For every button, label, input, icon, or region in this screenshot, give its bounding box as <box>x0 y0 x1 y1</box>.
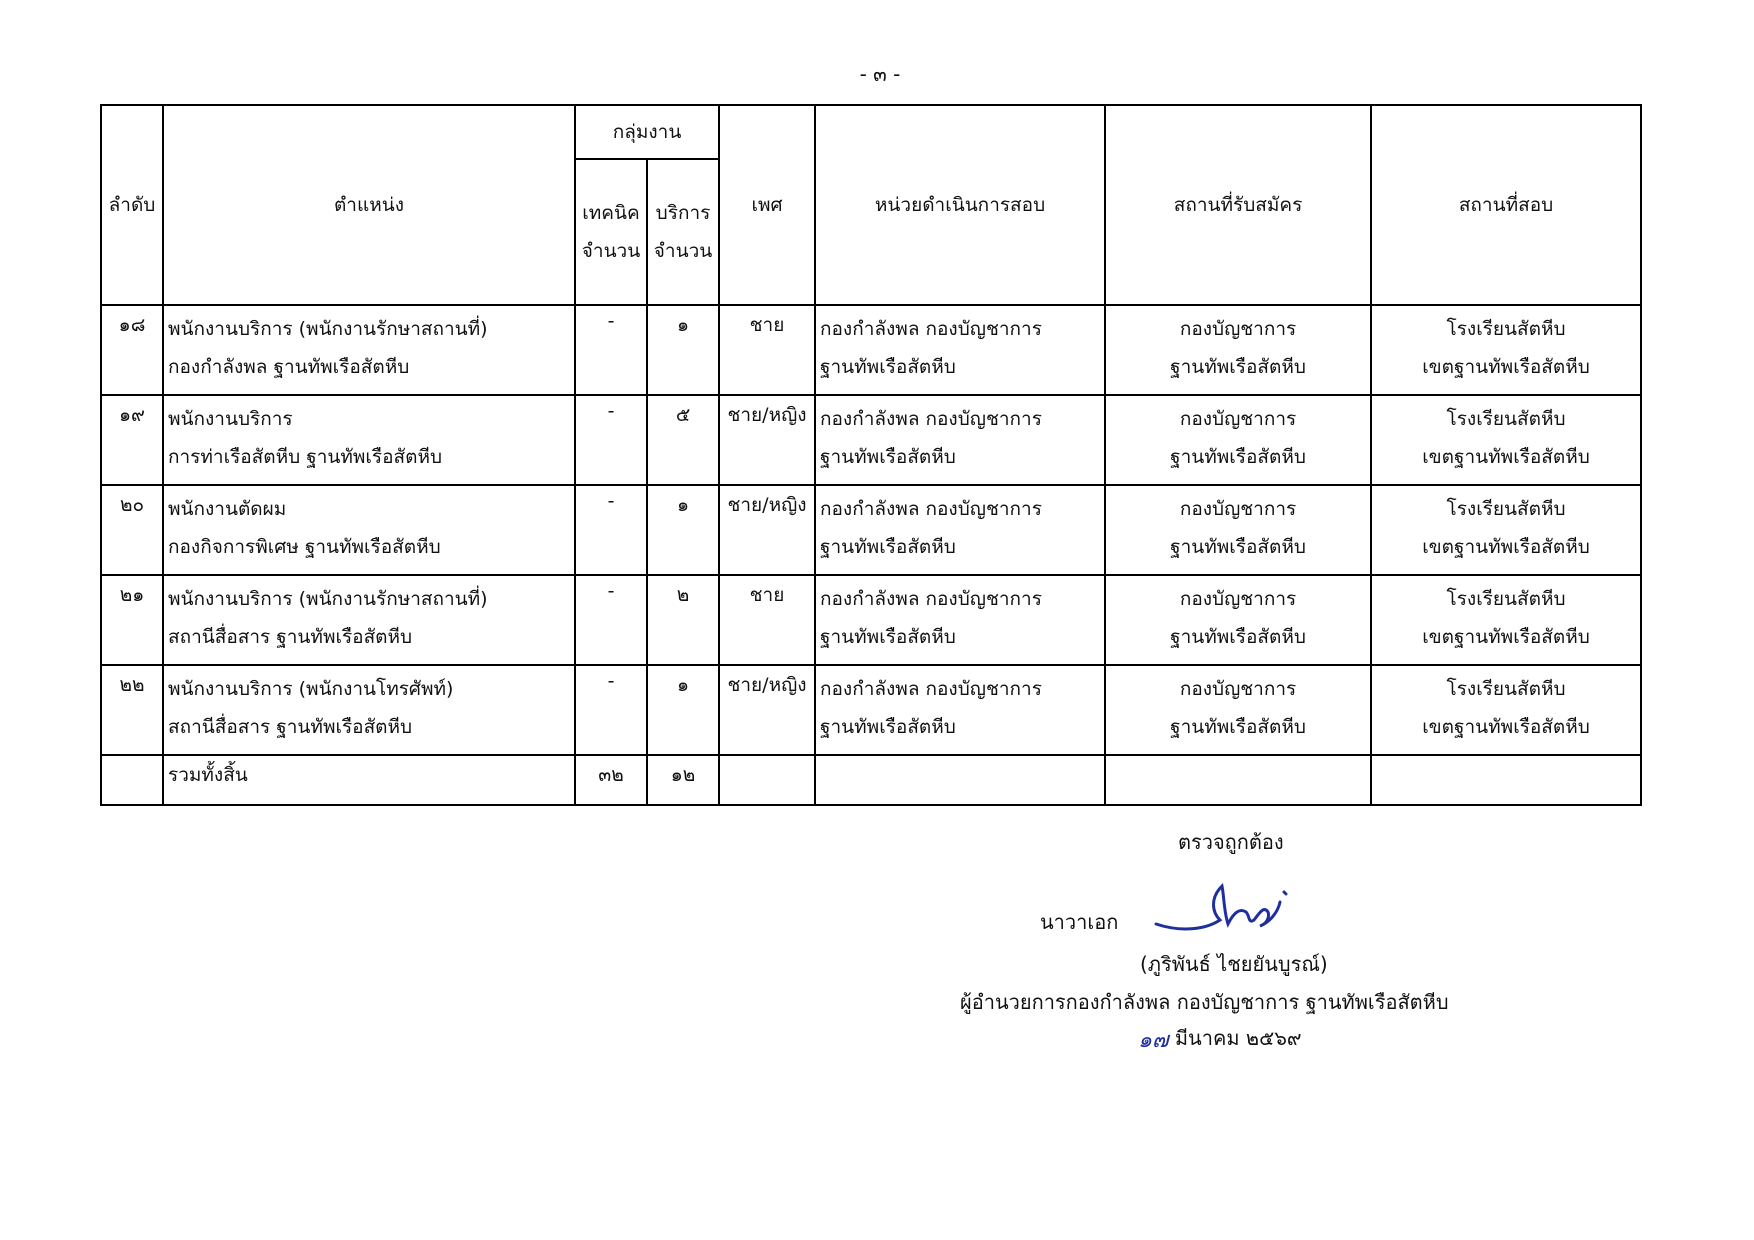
row-application-place <box>1105 575 1371 665</box>
header-service <box>647 159 719 305</box>
application-place-line: กองบัญชาการ <box>1179 498 1297 520</box>
header-technical-count: จำนวน <box>581 240 641 262</box>
row-exam-unit <box>815 485 1105 575</box>
header-technical-label: เทคนิค <box>582 202 640 224</box>
exam-place-line: เขตฐานทัพเรือสัตหีบ <box>1422 536 1590 558</box>
application-place-line: ฐานทัพเรือสัตหีบ <box>1170 626 1306 648</box>
exam-place-line: โรงเรียนสัตหีบ <box>1446 498 1566 520</box>
row-gender: ชาย/หญิง <box>719 395 815 485</box>
header-technical <box>575 159 647 305</box>
row-technical-count: - <box>575 485 647 575</box>
application-place-line: กองบัญชาการ <box>1179 588 1297 610</box>
table-row <box>101 665 1641 755</box>
row-technical-count: - <box>575 305 647 395</box>
signatory-name: (ภูริพันธ์ ไชยยันบูรณ์) <box>1140 952 1328 976</box>
application-place-line: ฐานทัพเรือสัตหีบ <box>1170 446 1306 468</box>
header-service-count: จำนวน <box>653 240 713 262</box>
row-position <box>163 395 575 485</box>
row-exam-unit <box>815 305 1105 395</box>
exam-unit-line: กองกำลังพล กองบัญชาการ <box>820 408 1042 430</box>
row-service-count: ๕ <box>647 395 719 485</box>
header-gender: เพศ <box>719 105 815 305</box>
row-exam-unit <box>815 575 1105 665</box>
total-technical-count: ๓๒ <box>575 755 647 805</box>
row-application-place <box>1105 395 1371 485</box>
application-place-line: กองบัญชาการ <box>1179 408 1297 430</box>
row-application-place <box>1105 665 1371 755</box>
exam-place-line: เขตฐานทัพเรือสัตหีบ <box>1422 446 1590 468</box>
exam-unit-line: ฐานทัพเรือสัตหีบ <box>820 716 956 738</box>
exam-unit-line: ฐานทัพเรือสัตหีบ <box>820 626 956 648</box>
position-line: พนักงานตัดผม <box>168 498 287 520</box>
total-order-empty <box>101 755 163 805</box>
handwritten-day: ๑๗ <box>1138 1028 1169 1053</box>
row-position <box>163 575 575 665</box>
signatory-rank: นาวาเอก <box>1040 910 1119 934</box>
table-row <box>101 575 1641 665</box>
table-row <box>101 395 1641 485</box>
row-technical-count: - <box>575 575 647 665</box>
exam-unit-line: กองกำลังพล กองบัญชาการ <box>820 318 1042 340</box>
position-line: พนักงานบริการ (พนักงานรักษาสถานที่) <box>168 318 488 340</box>
header-service-label: บริการ <box>655 202 711 224</box>
header-order: ลำดับ <box>101 105 163 305</box>
signature-date <box>1138 1022 1302 1057</box>
total-exam-unit-empty <box>815 755 1105 805</box>
exam-place-line: เขตฐานทัพเรือสัตหีบ <box>1422 716 1590 738</box>
application-place-line: กองบัญชาการ <box>1179 318 1297 340</box>
header-application-place: สถานที่รับสมัคร <box>1105 105 1371 305</box>
signatory-title: ผู้อำนวยการกองกำลังพล กองบัญชาการ ฐานทัพเรือสัตหีบ <box>960 990 1449 1014</box>
row-position <box>163 665 575 755</box>
exam-place-line: โรงเรียนสัตหีบ <box>1446 408 1566 430</box>
row-application-place <box>1105 485 1371 575</box>
row-order: ๑๙ <box>101 395 163 485</box>
total-service-count: ๑๒ <box>647 755 719 805</box>
header-exam-unit: หน่วยดำเนินการสอบ <box>815 105 1105 305</box>
table-row <box>101 305 1641 395</box>
recruitment-table <box>100 104 1642 806</box>
exam-unit-line: ฐานทัพเรือสัตหีบ <box>820 446 956 468</box>
row-exam-place <box>1371 305 1641 395</box>
position-line: พนักงานบริการ <box>168 408 293 430</box>
total-application-place-empty <box>1105 755 1371 805</box>
position-line: สถานีสื่อสาร ฐานทัพเรือสัตหีบ <box>168 626 413 648</box>
row-position <box>163 305 575 395</box>
row-exam-place <box>1371 485 1641 575</box>
row-position <box>163 485 575 575</box>
page-number: - ๓ - <box>859 62 901 86</box>
total-row <box>101 755 1641 805</box>
position-line: การท่าเรือสัตหีบ ฐานทัพเรือสัตหีบ <box>168 446 443 468</box>
row-order: ๑๘ <box>101 305 163 395</box>
certified-text: ตรวจถูกต้อง <box>1178 830 1284 854</box>
printed-date: มีนาคม ๒๕๖๙ <box>1174 1026 1302 1050</box>
row-application-place <box>1105 305 1371 395</box>
table-row <box>101 485 1641 575</box>
row-technical-count: - <box>575 395 647 485</box>
position-line: พนักงานบริการ (พนักงานโทรศัพท์) <box>168 678 454 700</box>
row-service-count: ๑ <box>647 665 719 755</box>
position-line: กองกำลังพล ฐานทัพเรือสัตหีบ <box>168 356 410 378</box>
exam-place-line: โรงเรียนสัตหีบ <box>1446 678 1566 700</box>
exam-unit-line: ฐานทัพเรือสัตหีบ <box>820 356 956 378</box>
position-line: สถานีสื่อสาร ฐานทัพเรือสัตหีบ <box>168 716 413 738</box>
row-exam-place <box>1371 395 1641 485</box>
total-label: รวมทั้งสิ้น <box>163 755 575 805</box>
application-place-line: ฐานทัพเรือสัตหีบ <box>1170 716 1306 738</box>
exam-unit-line: กองกำลังพล กองบัญชาการ <box>820 678 1042 700</box>
row-gender: ชาย/หญิง <box>719 485 815 575</box>
header-group: กลุ่มงาน <box>575 105 719 159</box>
row-exam-place <box>1371 665 1641 755</box>
row-service-count: ๑ <box>647 305 719 395</box>
row-exam-unit <box>815 665 1105 755</box>
application-place-line: กองบัญชาการ <box>1179 678 1297 700</box>
exam-place-line: เขตฐานทัพเรือสัตหีบ <box>1422 356 1590 378</box>
exam-unit-line: กองกำลังพล กองบัญชาการ <box>820 588 1042 610</box>
row-exam-place <box>1371 575 1641 665</box>
row-service-count: ๑ <box>647 485 719 575</box>
header-position: ตำแหน่ง <box>163 105 575 305</box>
row-technical-count: - <box>575 665 647 755</box>
row-gender: ชาย/หญิง <box>719 665 815 755</box>
row-gender: ชาย <box>719 305 815 395</box>
application-place-line: ฐานทัพเรือสัตหีบ <box>1170 536 1306 558</box>
row-order: ๒๐ <box>101 485 163 575</box>
exam-place-line: โรงเรียนสัตหีบ <box>1446 588 1566 610</box>
total-gender-empty <box>719 755 815 805</box>
row-gender: ชาย <box>719 575 815 665</box>
position-line: พนักงานบริการ (พนักงานรักษาสถานที่) <box>168 588 488 610</box>
row-exam-unit <box>815 395 1105 485</box>
exam-place-line: โรงเรียนสัตหีบ <box>1446 318 1566 340</box>
row-order: ๒๒ <box>101 665 163 755</box>
exam-place-line: เขตฐานทัพเรือสัตหีบ <box>1422 626 1590 648</box>
handwritten-signature-icon <box>1150 872 1300 942</box>
exam-unit-line: ฐานทัพเรือสัตหีบ <box>820 536 956 558</box>
total-exam-place-empty <box>1371 755 1641 805</box>
row-order: ๒๑ <box>101 575 163 665</box>
row-service-count: ๒ <box>647 575 719 665</box>
header-exam-place: สถานที่สอบ <box>1371 105 1641 305</box>
position-line: กองกิจการพิเศษ ฐานทัพเรือสัตหีบ <box>168 536 441 558</box>
exam-unit-line: กองกำลังพล กองบัญชาการ <box>820 498 1042 520</box>
application-place-line: ฐานทัพเรือสัตหีบ <box>1170 356 1306 378</box>
